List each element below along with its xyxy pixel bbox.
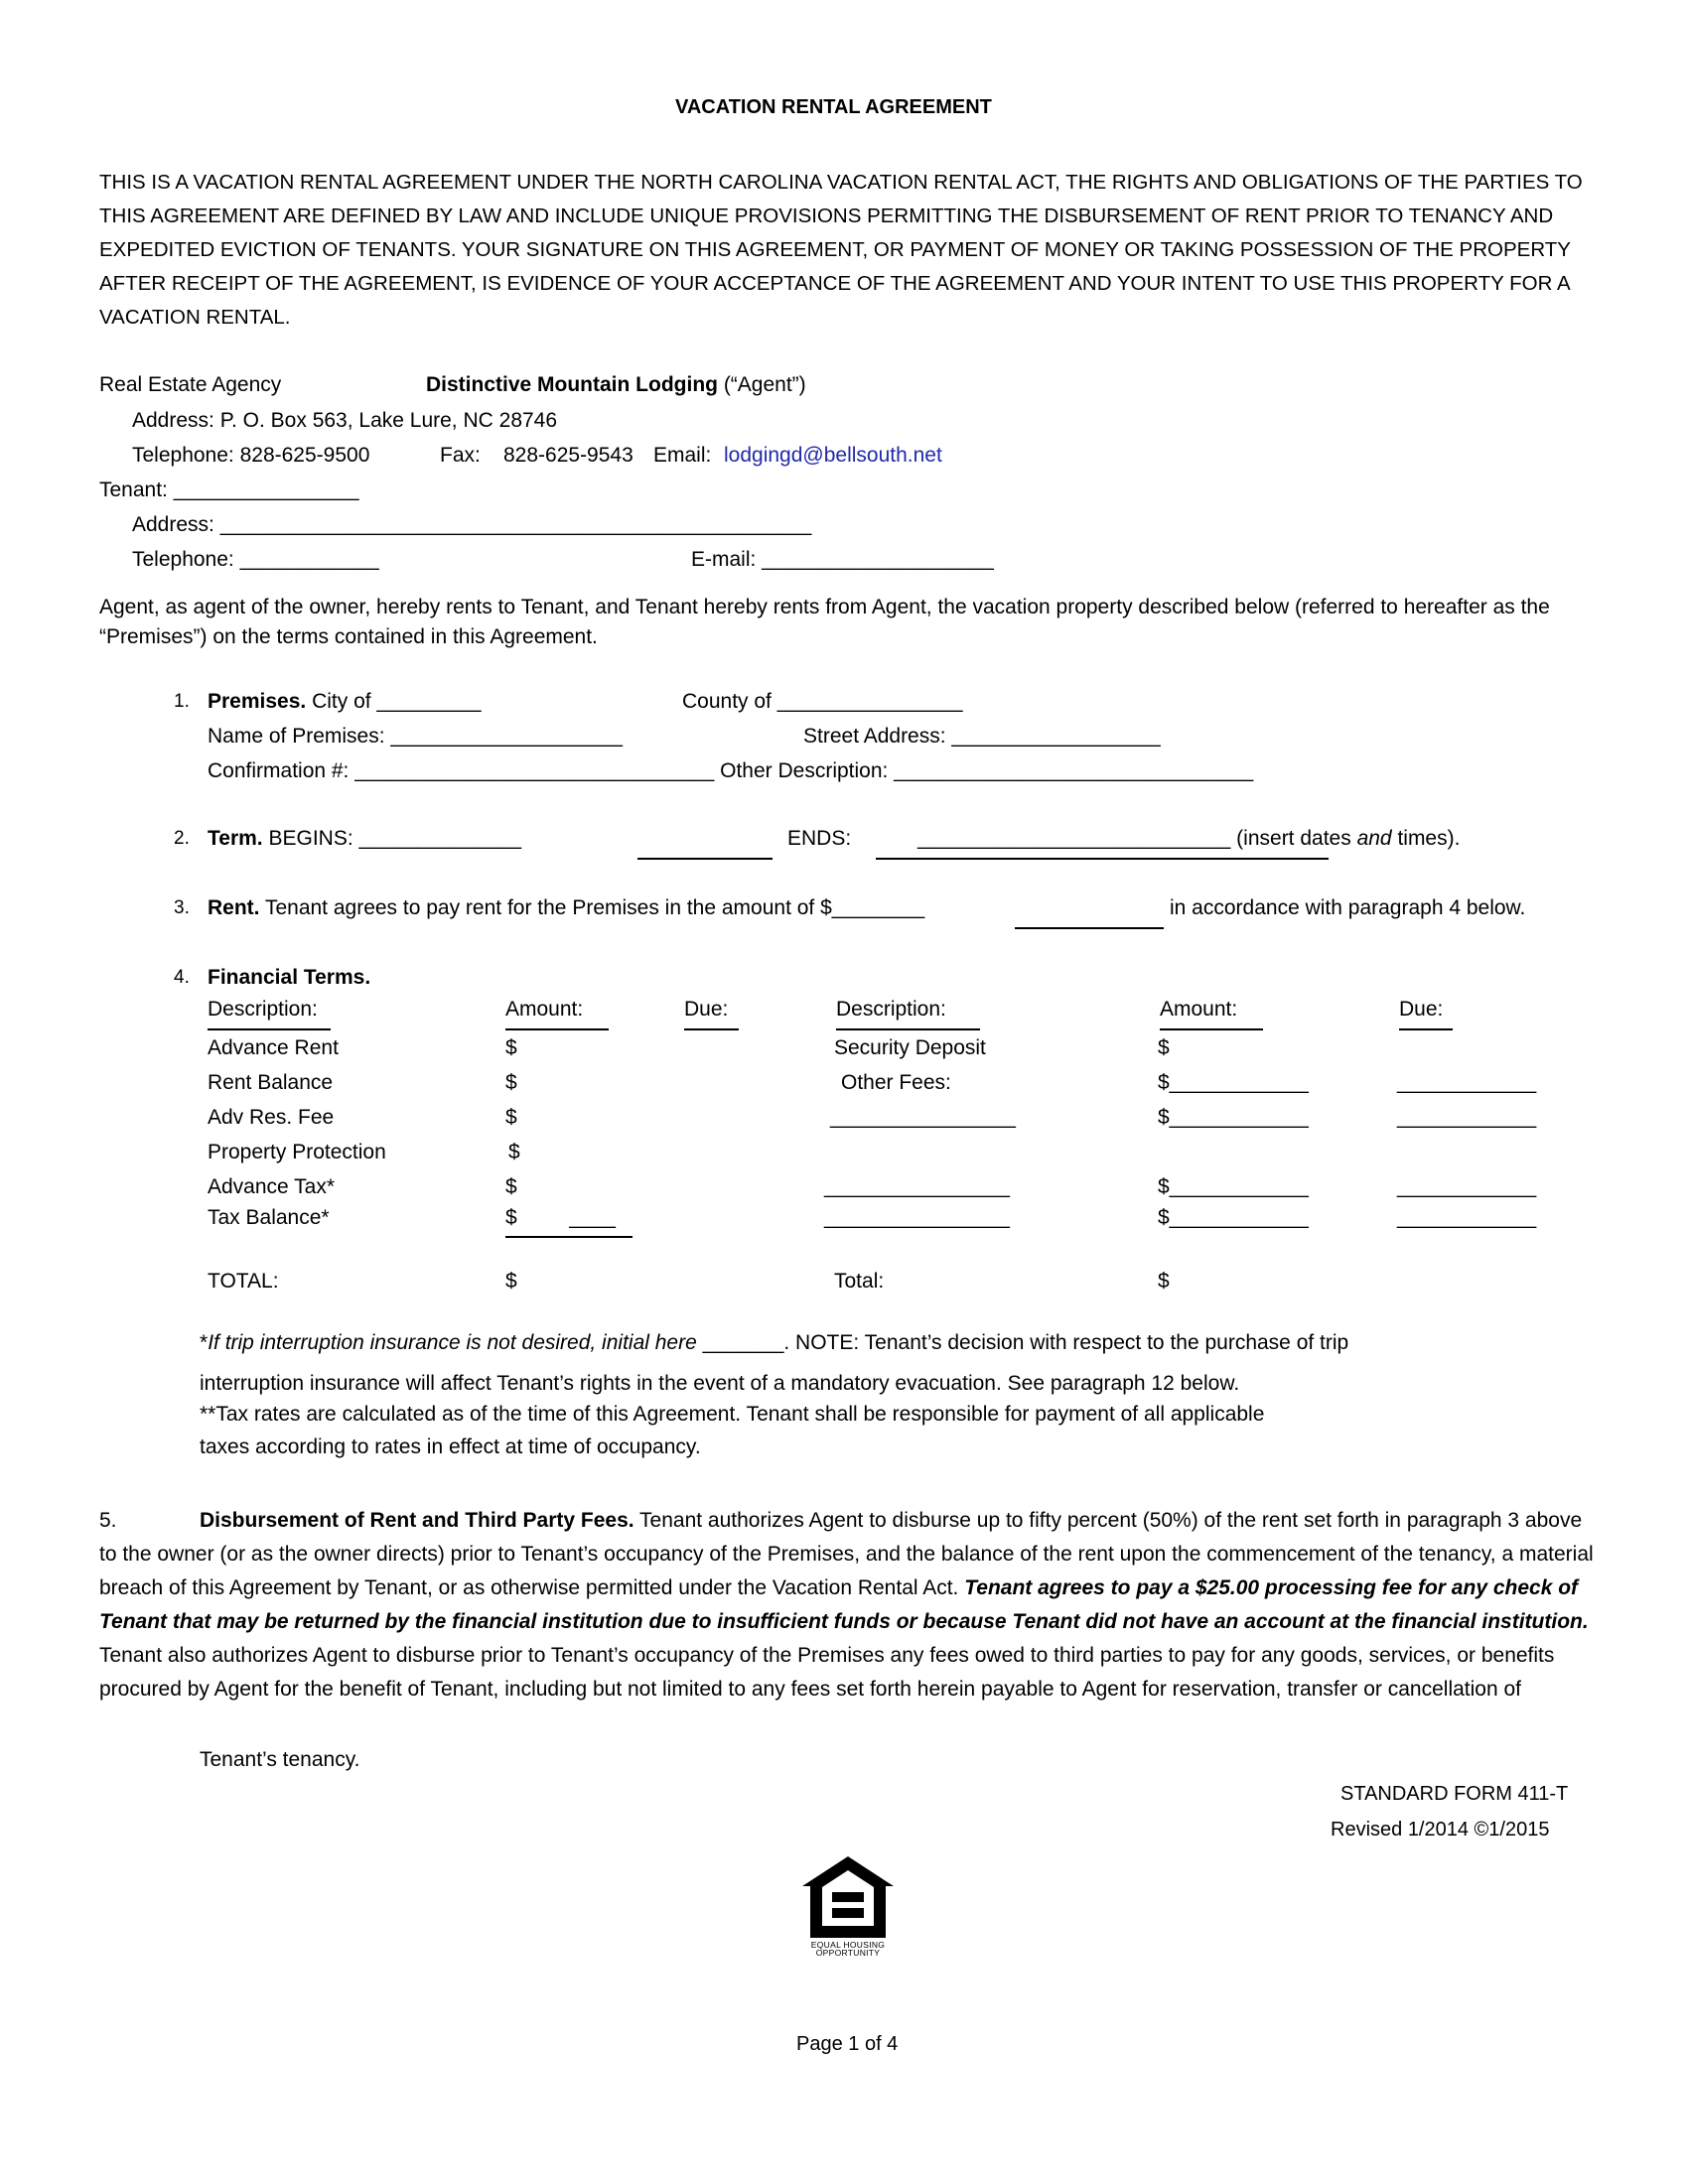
term-ends-line: [917, 826, 1460, 851]
left-row-desc: Adv Res. Fee: [208, 1106, 335, 1129]
rent-suffix: in accordance with paragraph 4 below.: [1170, 896, 1526, 919]
disclaimer-paragraph: THIS IS A VACATION RENTAL AGREEMENT UNDER THE NORTH CAROLINA VACATION RENTAL ACT, THE RIGHTS AND OBLIGATIONS OF THE PARTIES TO THIS AGREEMENT ARE DEFINED BY LAW AND INCLUDE UNIQUE PROVISIONS PERMITTING THE DISBURSEMENT OF RENT PRIOR TO TENANCY AND EXPEDITED EVICTION OF TENANTS. YOUR SIGNATURE ON THIS AGREEMENT, OR PAYMENT OF MONEY OR TAKING POSSESSION OF THE PROPERTY AFTER RECEIPT OF THE AGREEMENT, IS EVIDENCE OF YOUR ACCEPTANCE OF THE AGREEMENT AND YOUR INTENT TO USE THIS PROPERTY FOR A VACATION RENTAL.: [99, 171, 1583, 329]
left-due-header: Due:: [684, 998, 729, 1021]
premises-city-line: [208, 689, 482, 714]
insurance-note-line2: interruption insurance will affect Tenant’s rights in the event of a mandatory evacuation. See paragraph 12 below.: [200, 1372, 1240, 1395]
disbursement-number: 5.: [99, 1509, 117, 1532]
term-begins: BEGINS: ______________: [262, 827, 522, 850]
agency-email-label: Email:: [653, 444, 712, 467]
disbursement-fee-clause: Tenant agrees to pay a $25.00 processing fee for any check of Tenant that may be returned by the financial institution due to insufficient funds or because Tenant did not have an account at the financial institution.: [99, 1576, 1589, 1633]
term-ends-underline: [876, 858, 1329, 860]
term-begins-underline: [637, 858, 773, 860]
total-right-amount: $: [1158, 1270, 1170, 1293]
right-row-desc: ________________: [824, 1175, 1010, 1198]
financial-number: 4.: [174, 967, 190, 988]
tenant-telephone: Telephone: ____________: [132, 548, 379, 571]
document-title: VACATION RENTAL AGREEMENT: [675, 96, 992, 118]
insurance-rest: _______. NOTE: Tenant’s decision with respect to the purchase of trip: [696, 1331, 1349, 1354]
right-due-underline: [1399, 1028, 1453, 1030]
agency-name-suffix: (“Agent”): [717, 373, 806, 396]
left-row-amount: $ ____: [505, 1206, 616, 1229]
logo-text-line2: OPPORTUNITY: [815, 1948, 881, 1958]
total-left-amount: $: [505, 1270, 517, 1293]
premises-name: Name of Premises: ____________________: [208, 725, 623, 748]
right-row-desc: Other Fees:: [841, 1071, 951, 1094]
rent-text: Tenant agrees to pay rent for the Premises in the amount of $________: [259, 896, 925, 919]
tenant-address: Address: ___________________________________________________: [132, 513, 812, 536]
logo-text-line1: EQUAL HOUSING: [810, 1940, 886, 1950]
agency-label: Real Estate Agency: [99, 373, 282, 396]
left-row-amount: $: [505, 1071, 517, 1094]
financial-heading: Financial Terms.: [208, 966, 371, 989]
left-row-amount: $: [505, 1036, 517, 1059]
right-row-amount: $____________: [1158, 1071, 1309, 1094]
premises-number: 1.: [174, 691, 190, 712]
right-row-amount: $____________: [1158, 1206, 1309, 1229]
agency-email-link[interactable]: lodgingd@bellsouth.net: [724, 444, 942, 467]
tax-note-line1: **Tax rates are calculated as of the time of this Agreement. Tenant shall be responsible for payment of all applicable: [200, 1403, 1265, 1426]
term-times: times).: [1391, 827, 1461, 850]
disbursement-paragraph: [99, 1504, 1604, 1706]
tenant-email: E-mail: ____________________: [691, 548, 994, 571]
right-amount-underline: [1160, 1028, 1263, 1030]
right-row-desc: Security Deposit: [834, 1036, 986, 1059]
left-row-amount: $: [505, 1106, 517, 1129]
tax-note-line2: taxes according to rates in effect at time of occupancy.: [200, 1435, 701, 1458]
intro-paragraph: Agent, as agent of the owner, hereby rents to Tenant, and Tenant hereby rents from Agent, the vacation property described below (referred to hereafter as the “Premises”) on the terms contained in this Agreement.: [99, 596, 1550, 648]
right-row-amount: $____________: [1158, 1106, 1309, 1129]
left-row-desc: Advance Rent: [208, 1036, 339, 1059]
right-due-header: Due:: [1399, 998, 1444, 1021]
premises-confirmation: Confirmation #: _______________________________ Other Description: _______________________________: [208, 759, 1254, 782]
tax-balance-underline: [505, 1236, 633, 1238]
total-left-label: TOTAL:: [208, 1270, 279, 1293]
left-row-desc: Tax Balance*: [208, 1206, 330, 1229]
disbursement-text1: Tenant authorizes Agent to disburse up to fifty percent (50%) of the rent set forth in paragraph 3 above to the owner (or as the owner directs) prior to Tenant’s occupancy of the Premises, and the balance of the rent upon the commencement of the tenancy, a material breach of this Agreement by Tenant, or as otherwise permitted under the Vacation Rental Act.: [99, 1509, 1594, 1599]
house-icon: [800, 1854, 896, 1944]
left-amount-header: Amount:: [505, 998, 584, 1021]
right-row-amount: $____________: [1158, 1175, 1309, 1198]
disbursement-text2: Tenant also authorizes Agent to disburse prior to Tenant’s occupancy of the Premises any fees owed to third parties to pay for any goods, services, or benefits procured by Agent for the benefit of Tenant, including but not limited to any fees set forth herein payable to Agent for reservation, transfer or cancellation of: [99, 1644, 1555, 1701]
rent-line: [208, 895, 924, 920]
left-row-amount: $: [505, 1175, 517, 1198]
premises-heading: Premises.: [208, 690, 307, 713]
disbursement-heading: Disbursement of Rent and Third Party Fees.: [200, 1509, 634, 1532]
left-row-amount: $: [508, 1141, 520, 1163]
total-right-label: Total:: [834, 1270, 885, 1293]
agency-fax-label: Fax:: [440, 444, 481, 467]
insurance-star: *: [200, 1331, 209, 1354]
insurance-italic: If trip interruption insurance is not desired, initial here: [208, 1331, 697, 1354]
rent-amount-underline: [1015, 927, 1164, 929]
left-amount-underline: [505, 1028, 609, 1030]
right-row-due: ____________: [1397, 1175, 1537, 1198]
premises-street: Street Address: __________________: [803, 725, 1161, 748]
left-row-desc: Property Protection: [208, 1141, 386, 1163]
right-row-desc: ________________: [824, 1206, 1010, 1229]
rent-heading: Rent.: [208, 896, 260, 919]
right-row-desc: ________________: [830, 1106, 1016, 1129]
term-ends-label: ENDS:: [787, 827, 852, 850]
premises-city: City of _________: [306, 690, 482, 713]
rent-number: 3.: [174, 897, 190, 918]
equal-housing-logo-text: [800, 1941, 896, 1957]
right-row-due: ____________: [1397, 1071, 1537, 1094]
right-amount-header: Amount:: [1160, 998, 1238, 1021]
insurance-note-line1: [200, 1330, 1348, 1355]
term-heading: Term.: [208, 827, 263, 850]
right-row-due: ____________: [1397, 1106, 1537, 1129]
agency-fax: 828-625-9543: [503, 444, 633, 467]
term-ends-blank: ___________________________ (insert dates: [917, 827, 1357, 850]
left-description-underline: [208, 1028, 331, 1030]
right-row-due: ____________: [1397, 1206, 1537, 1229]
term-and: and: [1356, 827, 1392, 850]
agency-telephone: Telephone: 828-625-9500: [132, 444, 370, 467]
term-number: 2.: [174, 828, 190, 849]
form-number: STANDARD FORM 411-T: [1340, 1783, 1569, 1805]
right-description-underline: [836, 1028, 980, 1030]
left-due-underline: [684, 1028, 739, 1030]
tenant-label: Tenant: ________________: [99, 478, 359, 501]
left-row-desc: Rent Balance: [208, 1071, 334, 1094]
agency-name-line: [426, 372, 806, 397]
agency-name: Distinctive Mountain Lodging: [426, 373, 718, 396]
term-begins-line: [208, 826, 521, 851]
left-row-desc: Advance Tax*: [208, 1175, 336, 1198]
left-description-header: Description:: [208, 998, 318, 1021]
disbursement-last-line: Tenant’s tenancy.: [200, 1748, 360, 1771]
premises-county: County of ________________: [682, 690, 963, 713]
page-number: Page 1 of 4: [796, 2033, 899, 2055]
right-description-header: Description:: [836, 998, 946, 1021]
right-row-amount: $: [1158, 1036, 1170, 1059]
agency-address: Address: P. O. Box 563, Lake Lure, NC 28746: [132, 409, 558, 432]
form-revised: Revised 1/2014 ©1/2015: [1331, 1819, 1550, 1841]
